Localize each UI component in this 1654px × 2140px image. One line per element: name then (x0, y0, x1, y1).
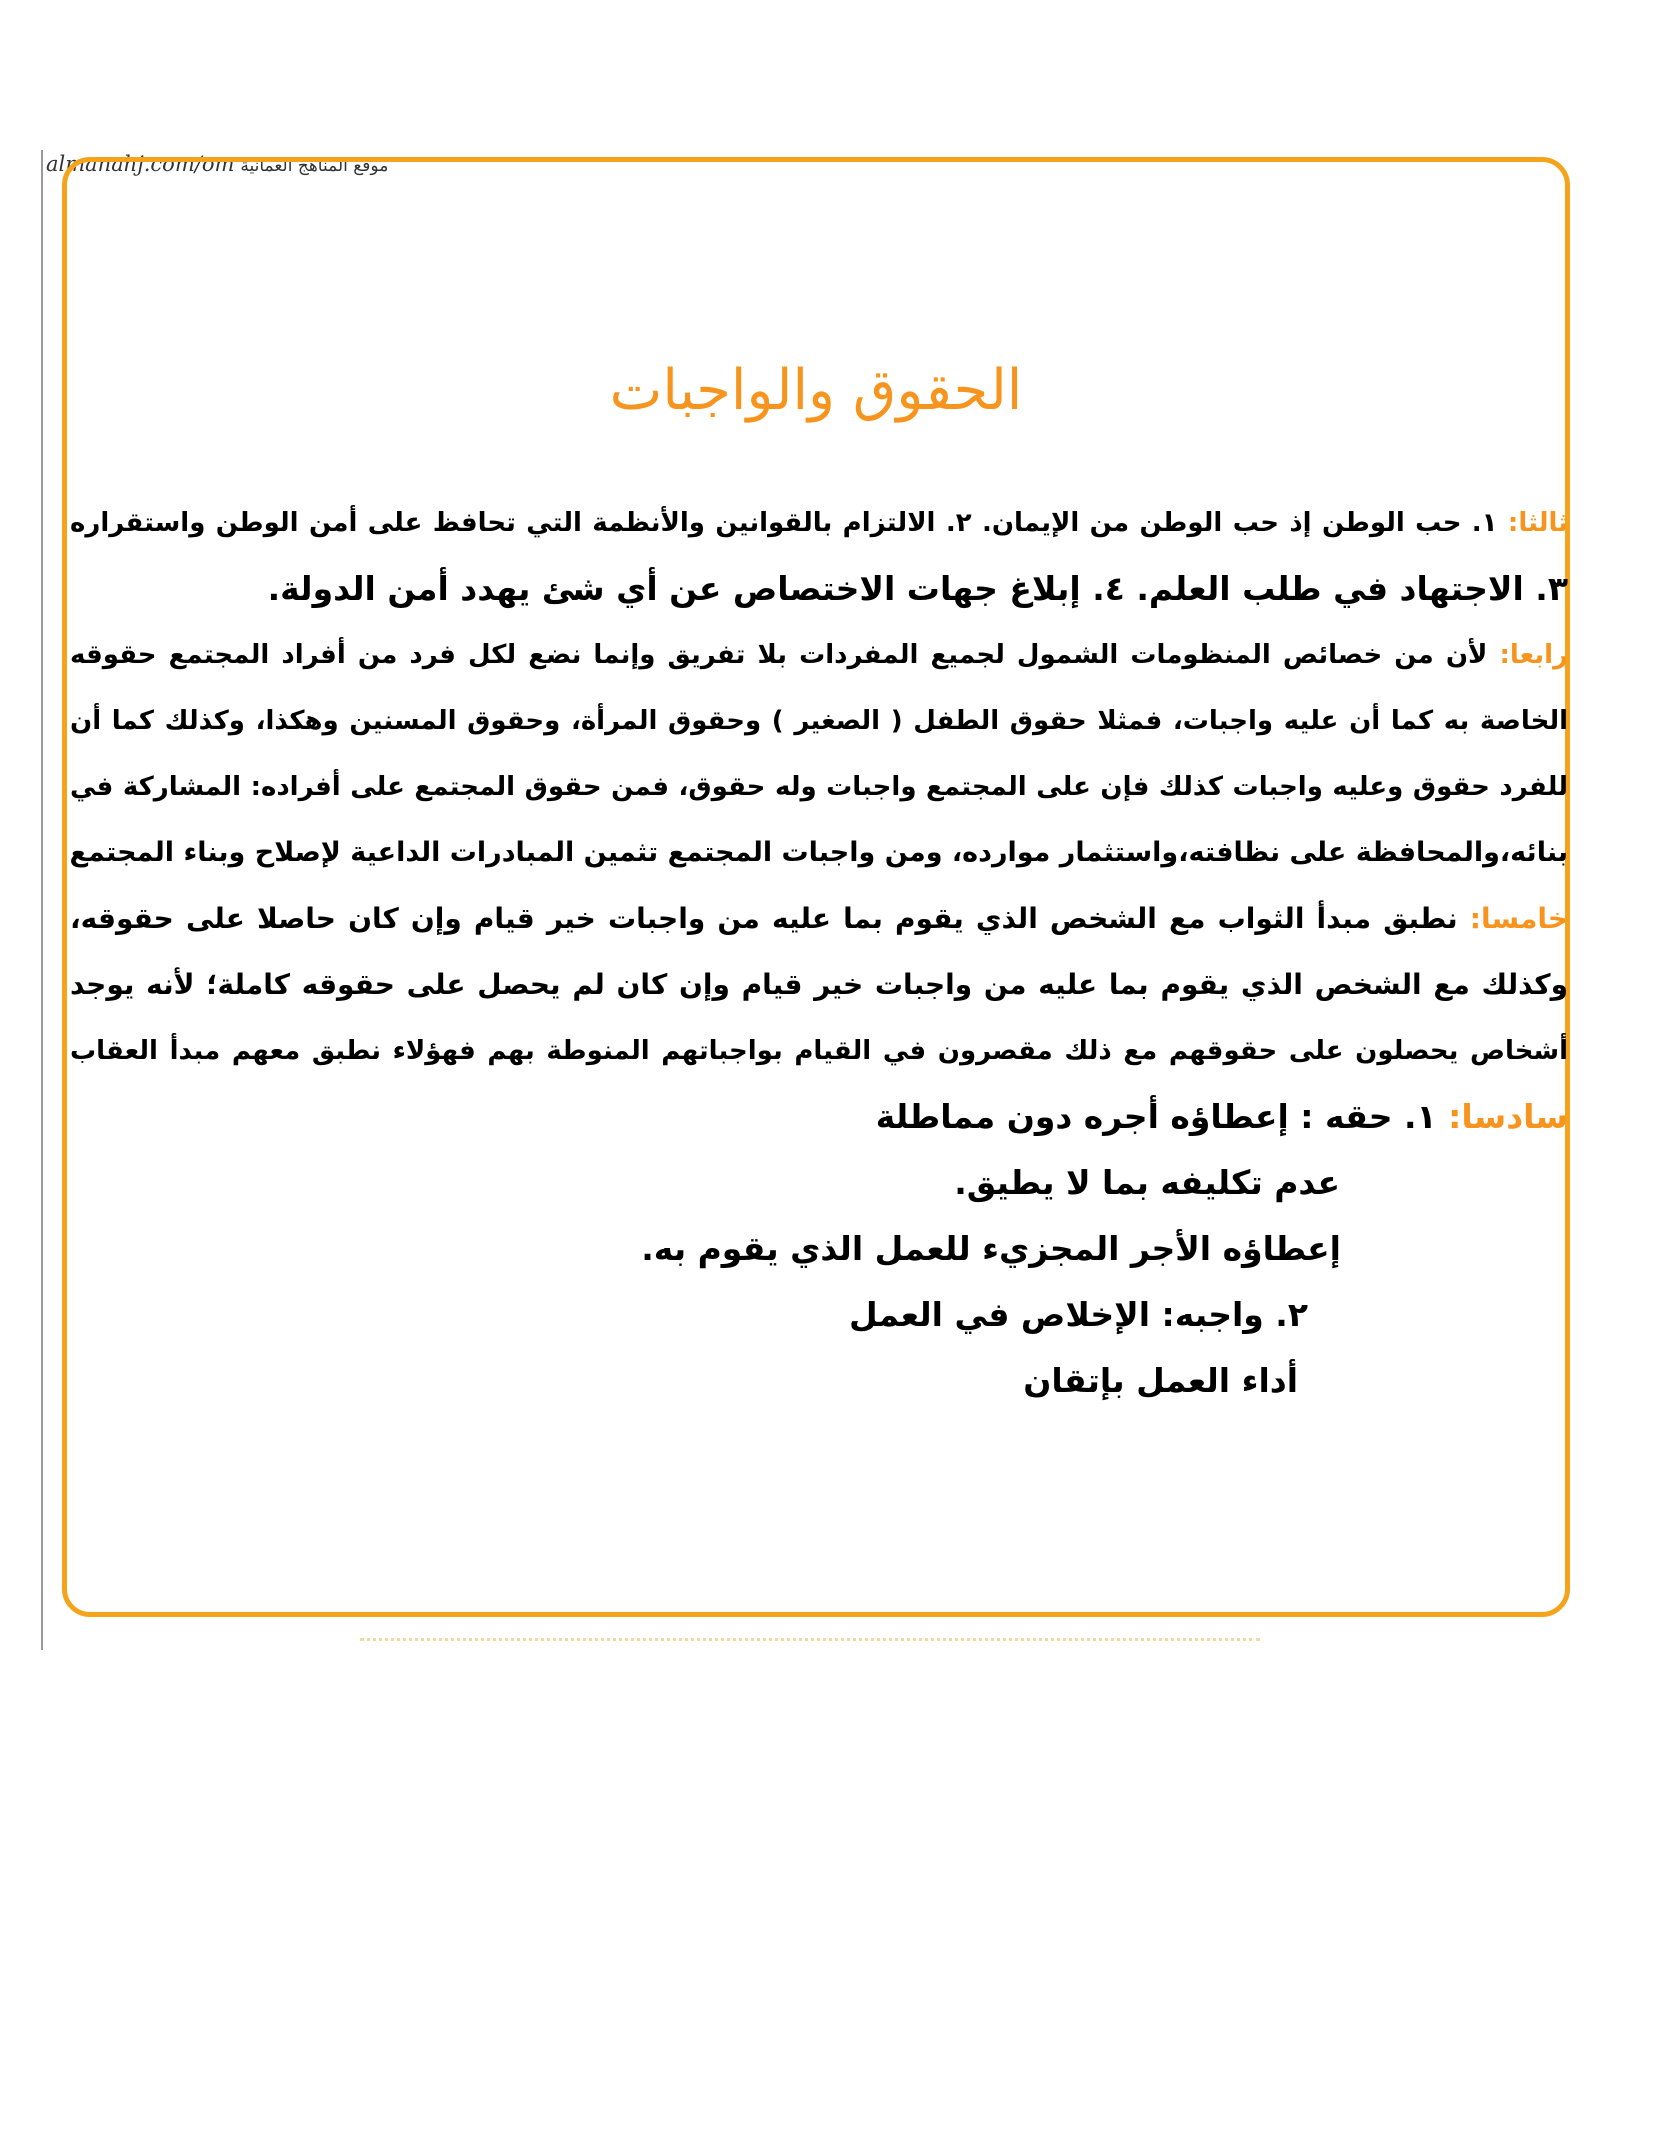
section-5-text-2: وكذلك مع الشخص الذي يقوم بما عليه من واجبات خير قيام وإن كان لم يحصل على حقوقه كاملة؛ لأنه يوجد (70, 968, 1568, 1001)
section-3-label: ثالثا: (1507, 508, 1568, 538)
section-6-line-4 (70, 1282, 1568, 1348)
section-4-line-2 (70, 688, 1568, 754)
section-6-line-5 (70, 1348, 1568, 1414)
watermark-site-name: موقع المناهج العمانية (240, 156, 389, 176)
watermark-url: almanahj.com/om (46, 152, 235, 176)
section-3-text-1: ١. حب الوطن إذ حب الوطن من الإيمان. ٢. الالتزام بالقوانين والأنظمة التي تحافظ على أمن الوطن واستقراره (70, 508, 1498, 538)
section-4-line-3 (70, 754, 1568, 820)
section-4-text-2: الخاصة به كما أن عليه واجبات، فمثلا حقوق الطفل ( الصغير ) وحقوق المرأة، وحقوق المسنين وهكذا، وكذلك كما أن (70, 706, 1568, 736)
section-6-text-3: إعطاؤه الأجر المجزيء للعمل الذي يقوم به. (641, 1229, 1341, 1268)
section-6-text-5: أداء العمل بإتقان (1023, 1361, 1298, 1400)
page-margin-rule (41, 150, 43, 1650)
section-4-text-1: لأن من خصائص المنظومات الشمول لجميع المفردات بلا تفريق وإنما نضع لكل فرد من أفراد المجتمع حقوقه (70, 640, 1488, 670)
section-6-label: سادسا: (1448, 1097, 1568, 1136)
section-4-text-4: بنائه،والمحافظة على نظافته،واستثمار موارده، ومن واجبات المجتمع تثمين المبادرات الداعية لإصلاح وبناء المجتمع (70, 837, 1568, 868)
section-5-text-1: نطبق مبدأ الثواب مع الشخص الذي يقوم بما عليه من واجبات خير قيام وإن كان حاصلا على حقوقه، (70, 902, 1458, 935)
section-6-line-1 (70, 1084, 1568, 1150)
page-title: الحقوق والواجبات (609, 358, 1023, 423)
section-3-line-2 (70, 556, 1568, 622)
section-6-text-4: ٢. واجبه: الإخلاص في العمل (849, 1295, 1308, 1334)
section-3-text-2: ٣. الاجتهاد في طلب العلم. ٤. إبلاغ جهات الاختصاص عن أي شئ يهدد أمن الدولة. (267, 569, 1568, 608)
section-6-line-2 (70, 1150, 1568, 1216)
section-5-line-3 (70, 1018, 1568, 1084)
section-5-label: خامسا: (1469, 902, 1568, 935)
section-5-line-2 (70, 952, 1568, 1018)
section-4-text-3: للفرد حقوق وعليه واجبات كذلك فإن على المجتمع واجبات وله حقوق، فمن حقوق المجتمع على أفراده: المشاركة في (70, 772, 1568, 802)
faint-footer-line (360, 1638, 1260, 1645)
section-4-line-4 (70, 820, 1568, 886)
section-5-text-3: أشخاص يحصلون على حقوقهم مع ذلك مقصرون في القيام بواجباتهم المنوطة بهم فهؤلاء نطبق معهم مبدأ العقاب (70, 1036, 1568, 1066)
section-5-line-1 (70, 886, 1568, 952)
document-body (70, 490, 1568, 1414)
section-4-label: رابعا: (1499, 640, 1568, 670)
section-6-text-1: ١. حقه : إعطاؤه أجره دون مماطلة (875, 1097, 1437, 1136)
section-4-line-1 (70, 622, 1568, 688)
section-6-text-2: عدم تكليفه بما لا يطيق. (954, 1163, 1340, 1202)
section-3-line-1 (70, 490, 1568, 556)
section-6-line-3 (70, 1216, 1568, 1282)
